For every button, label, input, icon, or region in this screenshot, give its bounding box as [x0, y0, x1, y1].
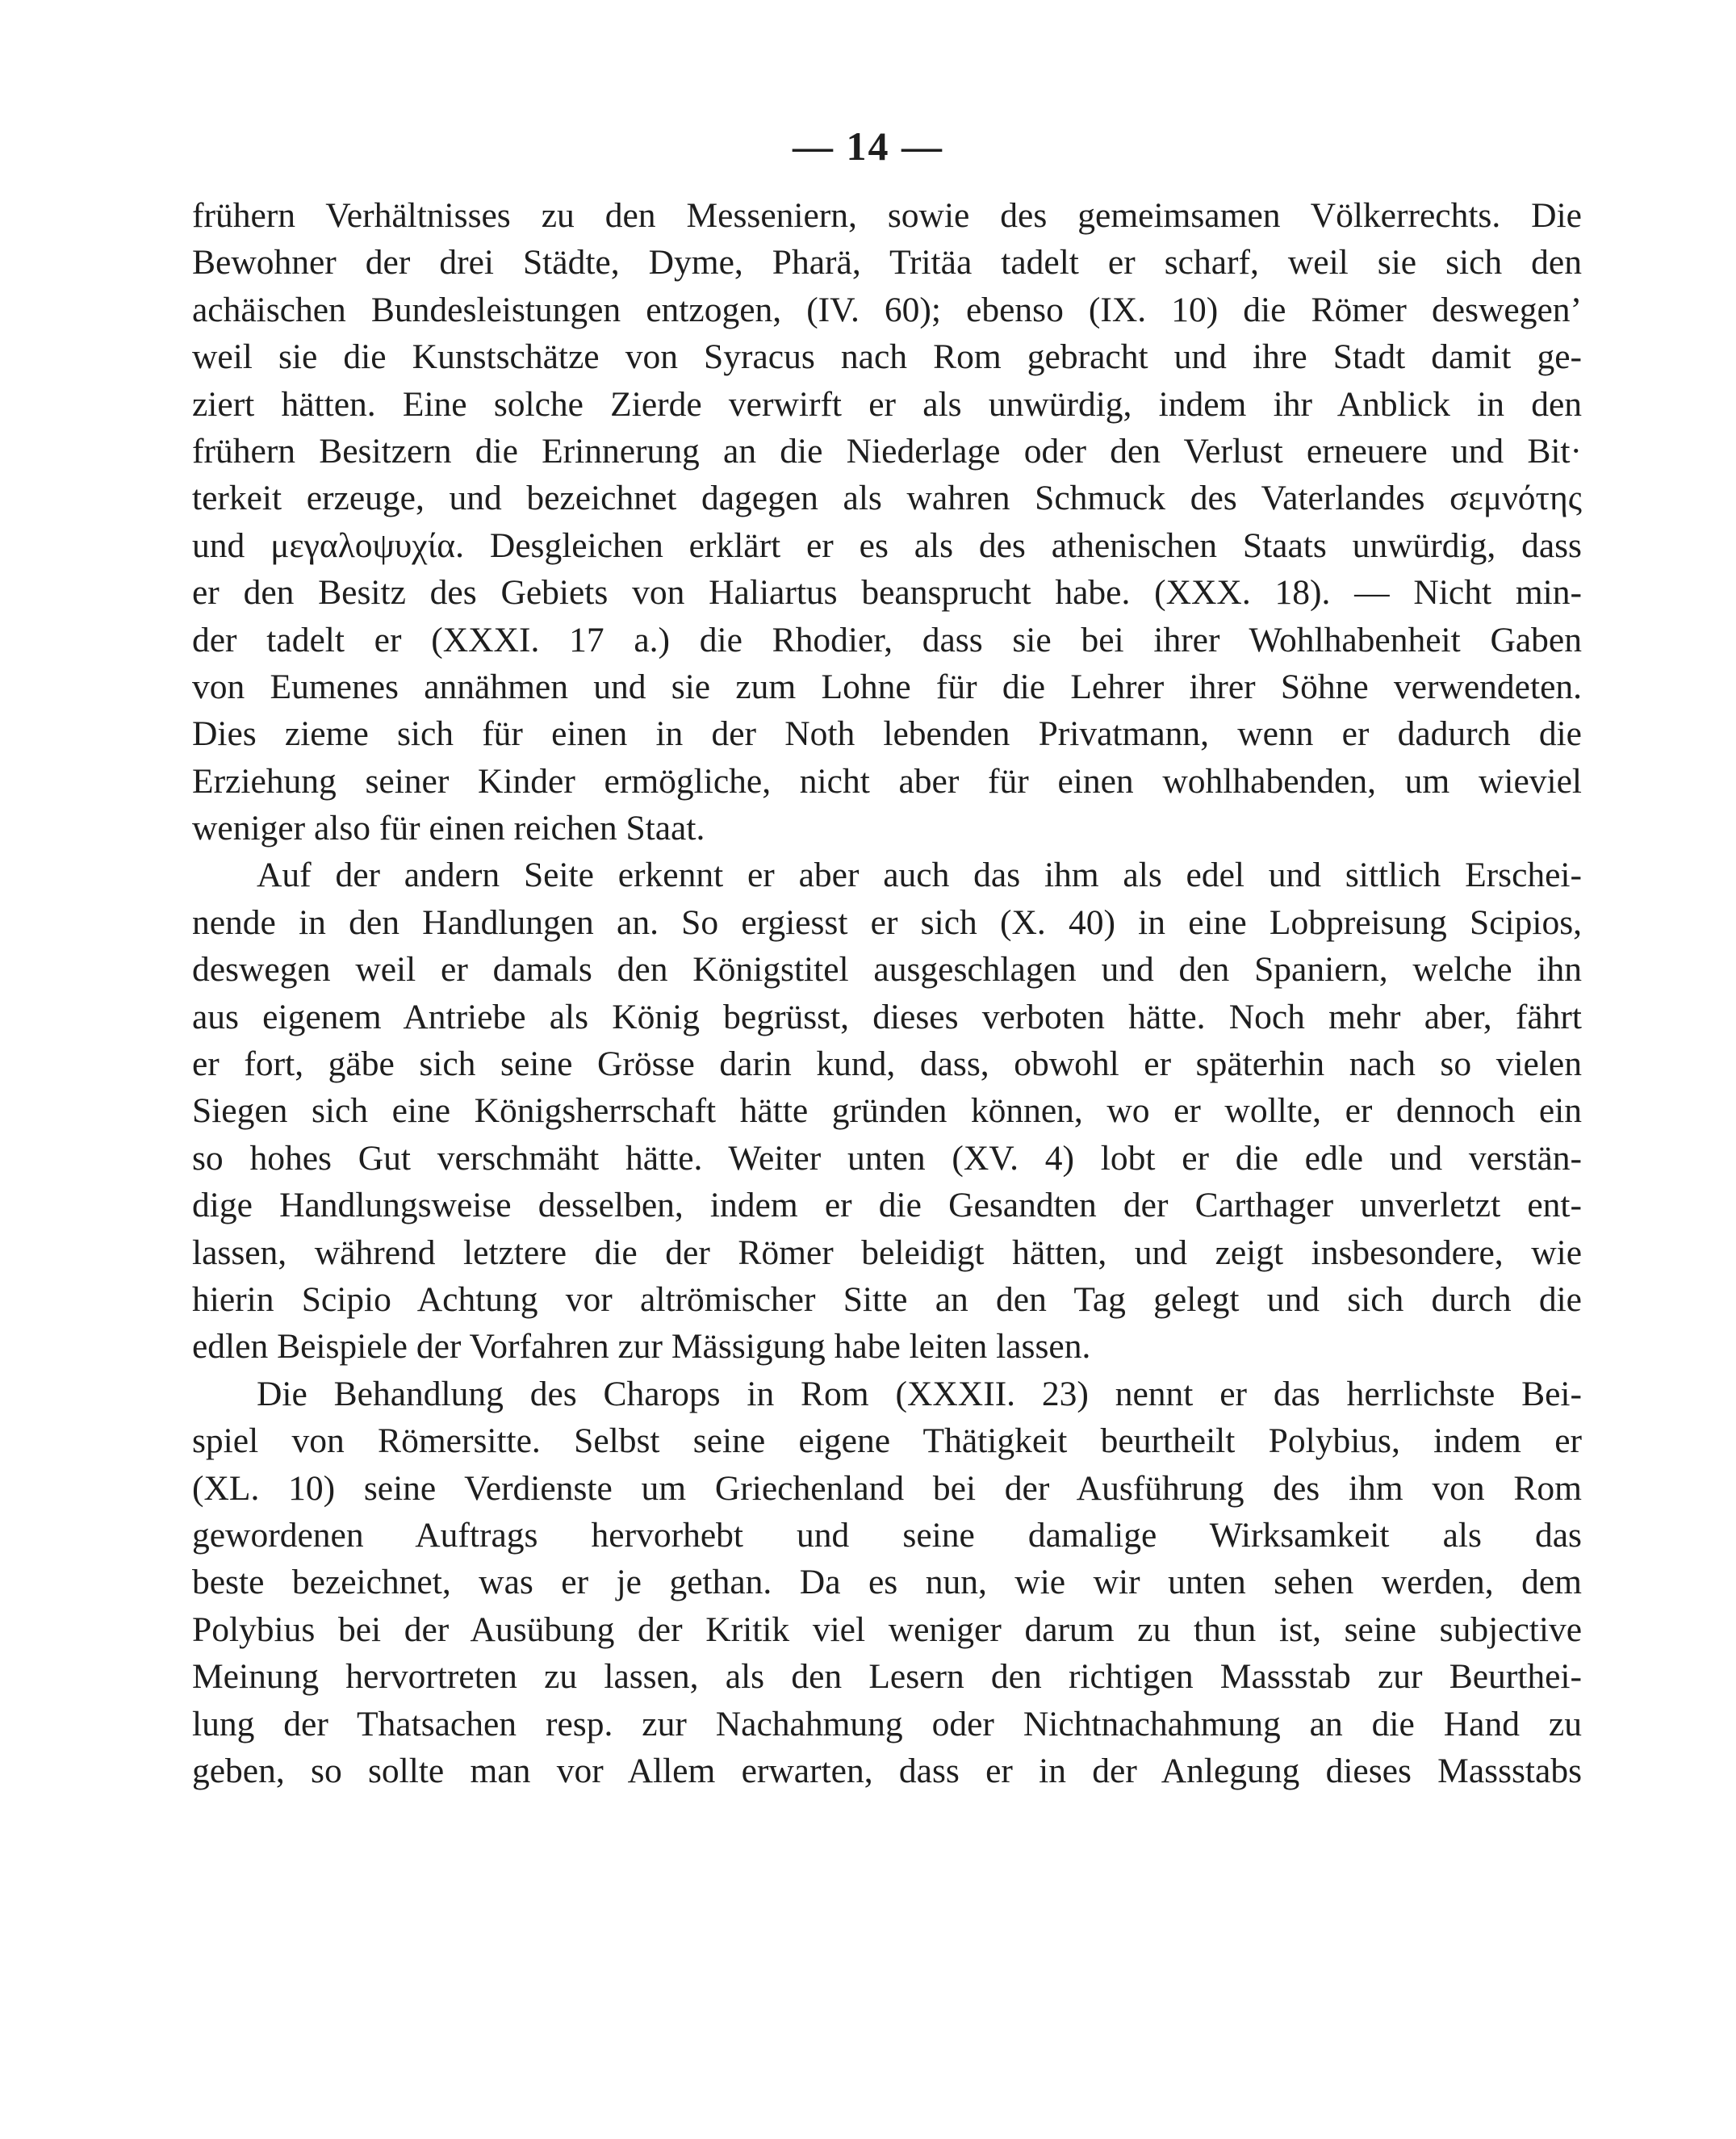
text-line: beste bezeichnet, was er je gethan. Da es nun, wie wir unten sehen werden, dem: [192, 1563, 1582, 1602]
text-line: aus eigenem Antriebe als König begrüsst, dieses verboten hätte. Noch mehr aber, fährt: [192, 997, 1582, 1036]
text-line: und μεγαλοψυχία. Desgleichen erklärt er es als des athenischen Staats unwürdig, dass: [192, 525, 1582, 565]
body-text: [192, 192, 1582, 1794]
paragraph-start-line: Die Behandlung des Charops in Rom (XXXII. 23) nennt er das herrlichste Bei-: [257, 1374, 1582, 1413]
text-line: lassen, während letztere die der Römer beleidigt hätten, und zeigt insbesondere, wie: [192, 1233, 1582, 1272]
text-line: so hohes Gut verschmäht hätte. Weiter unten (XV. 4) lobt er die edle und verstän-: [192, 1138, 1582, 1178]
page-number: — 14 —: [793, 123, 943, 169]
text-line: Dies zieme sich für einen in der Noth lebenden Privatmann, wenn er dadurch die: [192, 714, 1582, 754]
text-line: Erziehung seiner Kinder ermögliche, nicht aber für einen wohlhabenden, um wieviel: [192, 761, 1582, 801]
text-line: achäischen Bundesleistungen entzogen, (IV. 60); ebenso (IX. 10) die Römer deswegen’: [192, 290, 1582, 329]
text-line: ziert hätten. Eine solche Zierde verwirft er als unwürdig, indem ihr Anblick in den: [192, 384, 1582, 424]
text-line: nende in den Handlungen an. So ergiesst er sich (X. 40) in eine Lobpreisung Scipios,: [192, 902, 1582, 942]
text-line: Siegen sich eine Königsherrschaft hätte gründen können, wo er wollte, er dennoch ein: [192, 1091, 1582, 1131]
text-line: er den Besitz des Gebiets von Haliartus beansprucht habe. (XXX. 18). — Nicht min-: [192, 573, 1582, 613]
paragraph-end-line: weniger also für einen reichen Staat.: [192, 809, 705, 848]
text-line: von Eumenes annähmen und sie zum Lohne für die Lehrer ihrer Söhne verwendeten.: [192, 667, 1582, 706]
paragraph-start-line: Auf der andern Seite erkennt er aber auch das ihm als edel und sittlich Erschei-: [257, 856, 1582, 895]
text-line: deswegen weil er damals den Königstitel ausgeschlagen und den Spaniern, welche ihn: [192, 950, 1582, 990]
paragraph-end-line: edlen Beispiele der Vorfahren zur Mässigung habe leiten lassen.: [192, 1327, 1091, 1367]
text-line: spiel von Römersitte. Selbst seine eigene Thätigkeit beurtheilt Polybius, indem er: [192, 1421, 1582, 1461]
text-line: frühern Verhältnisses zu den Messeniern, sowie des gemeimsamen Völkerrechts. Die: [192, 196, 1582, 235]
text-line: er fort, gäbe sich seine Grösse darin kund, dass, obwohl er späterhin nach so vielen: [192, 1044, 1582, 1084]
text-line: geben, so sollte man vor Allem erwarten, dass er in der Anlegung dieses Massstabs: [192, 1751, 1582, 1790]
text-line: gewordenen Auftrags hervorhebt und seine damalige Wirksamkeit als das: [192, 1515, 1582, 1555]
text-line: Bewohner der drei Städte, Dyme, Pharä, Tritäa tadelt er scharf, weil sie sich den: [192, 243, 1582, 283]
text-line: der tadelt er (XXXI. 17 a.) die Rhodier, dass sie bei ihrer Wohlhabenheit Gaben: [192, 620, 1582, 659]
text-line: dige Handlungsweise desselben, indem er die Gesandten der Carthager unverletzt ent-: [192, 1186, 1582, 1225]
text-line: (XL. 10) seine Verdienste um Griechenland bei der Ausführung des ihm von Rom: [192, 1468, 1582, 1508]
text-line: frühern Besitzern die Erinnerung an die Niederlage oder den Verlust erneuere und Bit·: [192, 431, 1582, 471]
text-line: weil sie die Kunstschätze von Syracus nach Rom gebracht und ihre Stadt damit ge-: [192, 337, 1582, 377]
text-line: lung der Thatsachen resp. zur Nachahmung oder Nichtnachahmung an die Hand zu: [192, 1704, 1582, 1743]
text-line: terkeit erzeuge, und bezeichnet dagegen als wahren Schmuck des Vaterlandes σεμνότης: [192, 479, 1582, 518]
text-line: Meinung hervortreten zu lassen, als den Lesern den richtigen Massstab zur Beurthei-: [192, 1657, 1582, 1697]
text-line: hierin Scipio Achtung vor altrömischer Sitte an den Tag gelegt und sich durch die: [192, 1279, 1582, 1319]
text-line: Polybius bei der Ausübung der Kritik viel weniger darum zu thun ist, seine subjective: [192, 1609, 1582, 1649]
